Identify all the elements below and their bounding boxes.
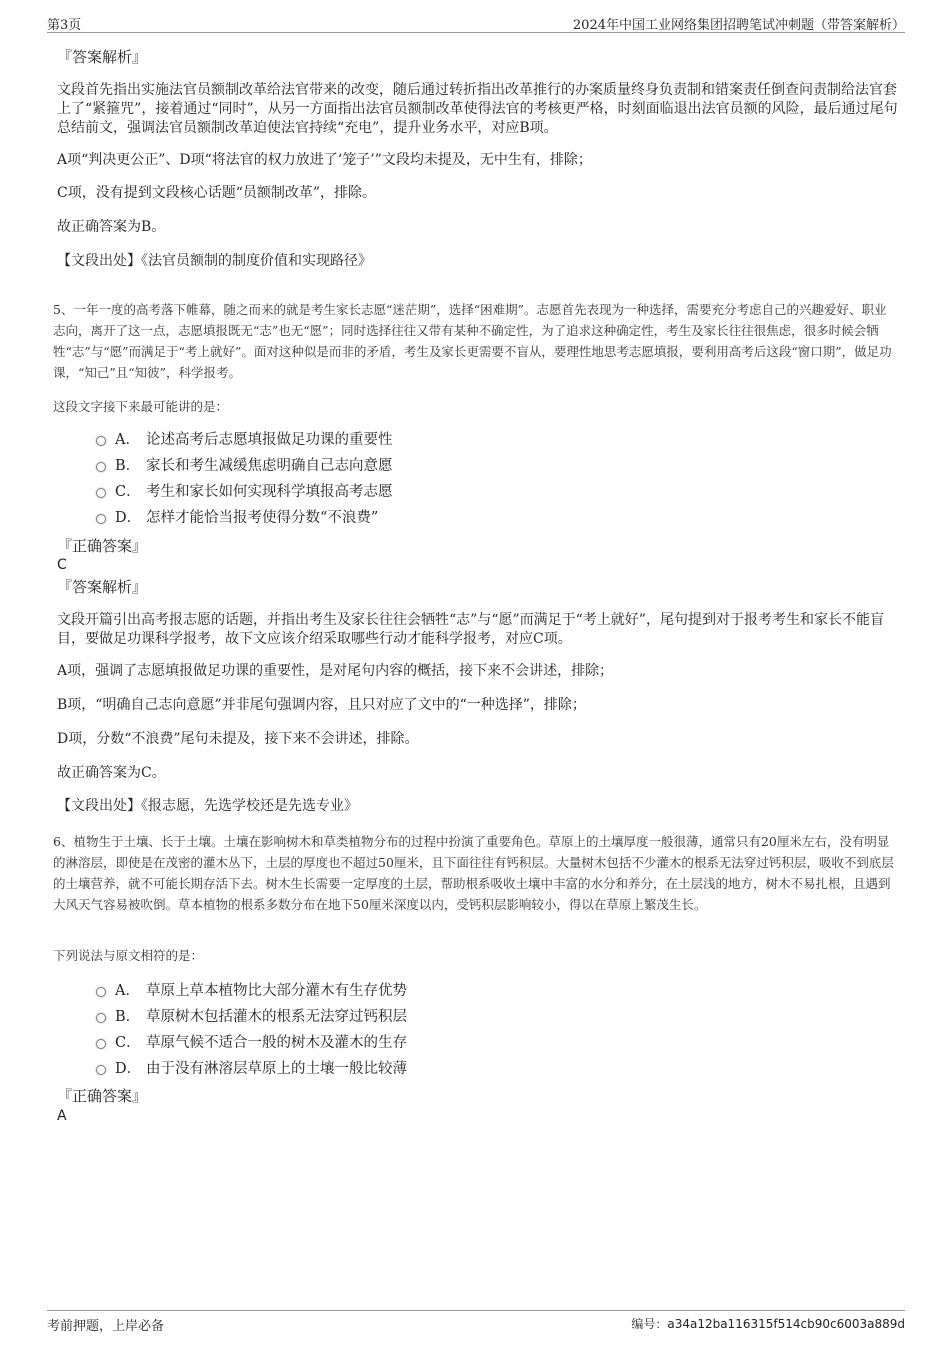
radio-button-icon[interactable] — [96, 987, 106, 997]
radio-button-icon[interactable] — [96, 436, 106, 446]
q5-note-1: A项，强调了志愿填报做足功课的重要性，是对尾句内容的概括，接下来不会讲述，排除； — [57, 663, 614, 679]
q4-note-1: A项“判决更公正”、D项“将法官的权力放进了‘笼子’”文段均未提及，无中生有，排除； — [57, 152, 592, 168]
q5-analysis-text: 文段开篇引出高考报志愿的话题，并指出考生及家长往往会牺牲“志”与“愿”而满足于“考上就好”，尾句提到对于报考考生和家长不能盲目，要做足功课科学报考，故下文应该介绍采取哪些行动才能科学报考，对应C项。 — [57, 612, 884, 647]
q5-stem: 5、一年一度的高考落下帷幕，随之而来的就是考生家长志愿“迷茫期”，选择“困难期”。志愿首先表现为一种选择，需要充分考虑自己的兴趣爱好、职业志向，离开了这一点，志愿填报既无“志”也无“愿”；同时选择往往又带有某种不确定性，为了追求这种确定性，考生及家长往往很焦虑，很多时候会牺牲“志”与“愿”而满足于“考上就好”。面对这种似是而非的矛盾，考生及家长更需要不盲从，要理性地思考志愿填报，要利用高考后这段“窗口期”，做足功课，“知己”且“知彼”，科学报考。 — [53, 302, 892, 380]
q6-stem: 6、植物生于土壤、长于土壤。土壤在影响树木和草类植物分布的过程中扮演了重要角色。草原上的土壤厚度一般很薄，通常只有20厘米左右，没有明显的淋溶层，即使是在茂密的灌木丛下，土层的厚度也不超过50厘米，且下面往往有钙积层。大量树木包括不少灌木的根系无法穿过钙积层，吸收不到底层的土壤营养，就不可能长期存活下去。树木生长需要一定厚度的土层，帮助根系吸收土壤中丰富的水分和养分，在土层浅的地方，树木不易扎根，且遇到大风天气容易被吹倒。草本植物的根系多数分布在地下50厘米深度以内，受钙积层影响较小，得以在草原上繁茂生长。 — [53, 834, 894, 912]
q6-answer: A — [57, 1108, 67, 1124]
q5-prompt: 这段文字接下来最可能讲的是： — [53, 399, 229, 414]
q6-answer-label: 『正确答案』 — [57, 1087, 148, 1105]
q6-option-b[interactable]: B． 草原树木包括灌木的根系无法穿过钙积层 — [96, 1006, 596, 1028]
q5-source: 【文段出处】《报志愿，先选学校还是先选专业》 — [57, 798, 358, 814]
q5-analysis-label: 『答案解析』 — [57, 578, 148, 596]
q4-analysis-text: 文段首先指出实施法官员额制改革给法官带来的改变，随后通过转折指出改革推行的办案质量终身负责制和错案责任倒查问责制给法官套上了“紧箍咒”，接着通过“同时”，从另一方面指出法官员额制改革使得法官的考核更严格，时刻面临退出法官员额的风险，最后通过尾句总结前文，强调法官员额制改革迫使法官持续“充电”，提升业务水平，对应B项。 — [57, 82, 898, 136]
q4-note-3: 故正确答案为B。 — [57, 219, 166, 235]
q6-option-c[interactable]: C． 草原气候不适合一般的树木及灌木的生存 — [96, 1032, 596, 1054]
page-number: 第3页 — [47, 18, 82, 33]
radio-button-icon[interactable] — [96, 1013, 106, 1023]
radio-button-icon[interactable] — [96, 1065, 106, 1075]
radio-button-icon[interactable] — [96, 462, 106, 472]
q4-note-2: C项，没有提到文段核心话题“员额制改革”，排除。 — [57, 185, 377, 201]
q5-note-3: D项，分数“不浪费”尾句未提及，接下来不会讲述，排除。 — [57, 731, 419, 747]
q5-option-a[interactable]: A． 论述高考后志愿填报做足功课的重要性 — [96, 429, 596, 451]
q6-option-d[interactable]: D． 由于没有淋溶层草原上的土壤一般比较薄 — [96, 1058, 596, 1080]
q5-option-b[interactable]: B． 家长和考生减缓焦虑明确自己志向意愿 — [96, 455, 596, 477]
q5-option-d[interactable]: D． 怎样才能恰当报考使得分数“不浪费” — [96, 507, 596, 529]
footer-slogan: 考前押题，上岸必备 — [47, 1319, 165, 1334]
page-footer — [47, 1310, 905, 1334]
radio-button-icon[interactable] — [96, 514, 106, 524]
q4-source: 【文段出处】《法官员额制的制度价值和实现路径》 — [57, 253, 372, 269]
q5-answer-label: 『正确答案』 — [57, 537, 148, 555]
q4-analysis-label: 『答案解析』 — [57, 48, 148, 66]
q5-note-2: B项，“明确自己志向意愿”并非尾句强调内容，且只对应了文中的“一种选择”，排除； — [57, 697, 586, 713]
q5-option-c[interactable]: C． 考生和家长如何实现科学填报高考志愿 — [96, 481, 596, 503]
radio-button-icon[interactable] — [96, 1039, 106, 1049]
q5-answer: C — [57, 557, 67, 573]
radio-button-icon[interactable] — [96, 488, 106, 498]
q6-prompt: 下列说法与原文相符的是： — [53, 948, 204, 963]
page-header — [47, 14, 905, 33]
document-title: 2024年中国工业网络集团招聘笔试冲刺题（带答案解析） — [572, 18, 905, 33]
document-id: 编号：a34a12ba116315f514cb90c6003a889d — [631, 1317, 905, 1331]
q6-option-a[interactable]: A． 草原上草本植物比大部分灌木有生存优势 — [96, 980, 596, 1002]
q5-note-4: 故正确答案为C。 — [57, 765, 166, 781]
